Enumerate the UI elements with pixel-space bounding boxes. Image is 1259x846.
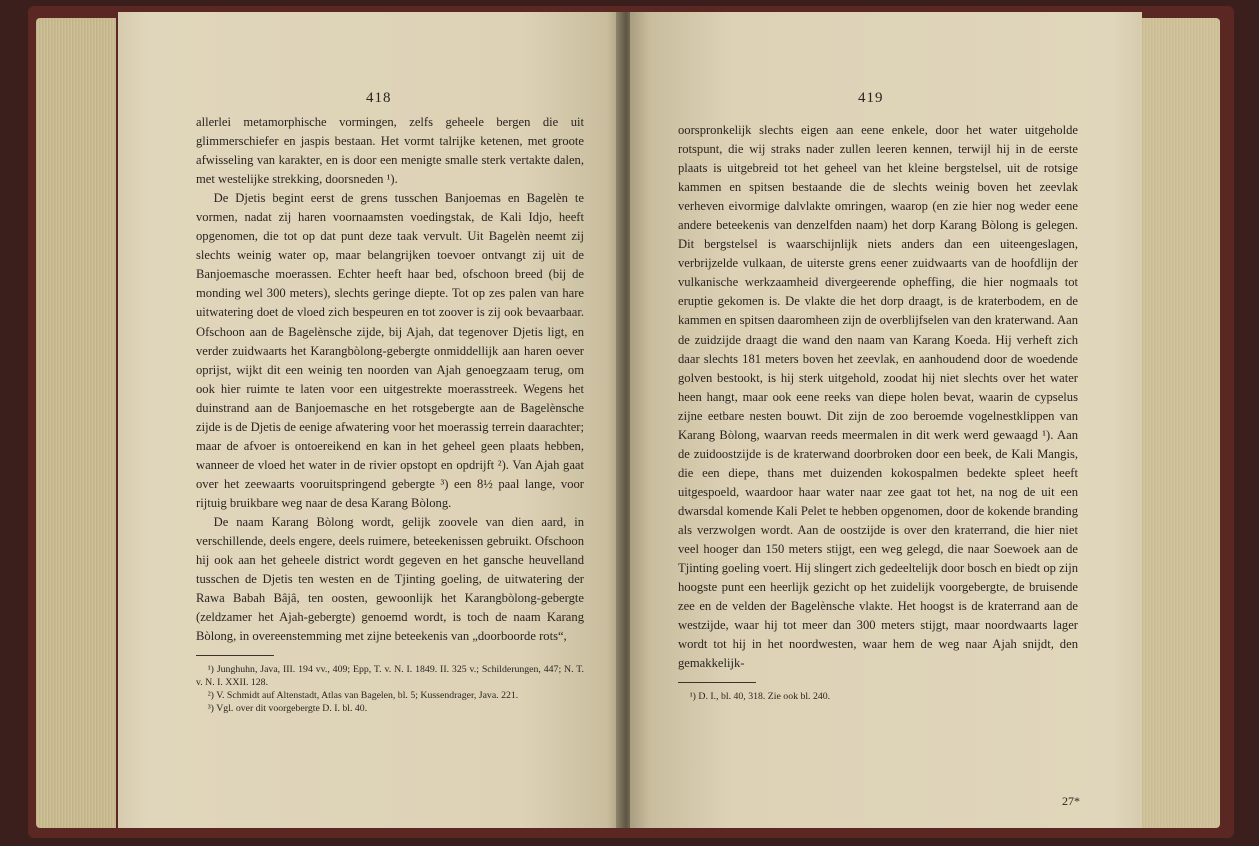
page-number-right: 419	[858, 90, 884, 106]
signature-mark: 27*	[1062, 794, 1080, 808]
right-page-edges	[1142, 18, 1220, 828]
footnote: ³) Vgl. over dit voorgebergte D. I. bl. 40.	[207, 703, 368, 715]
footnotes-right	[678, 690, 1078, 703]
right-page	[630, 12, 1142, 828]
footnote: ¹) D. I., bl. 40, 318. Zie ook bl. 240.	[689, 691, 831, 703]
left-page-edges	[36, 18, 116, 828]
right-page-text	[678, 121, 1078, 703]
footnote-rule	[678, 682, 756, 683]
paragraph: De Djetis begint eerst de grens tusschen Banjoemas en Bagelèn te vormen, nadat zij haren voornaamsten voedingstak, de Kali Idjo, heeft opgenomen, die tot op dat punt deze taak vervult. Uit Bagelèn neemt zij slechts weinig water op, maar belangrijken toevoer ontvangt zij uit de Banjoemasche moerassen. Echter heeft haar bed, ofschoon breed (bij de monding wel 300 meters), slechts geringe diepte. Tot op zes palen van hare uitwatering doet de vloed zich bespeuren en tot zoover is zij ook bevaarbaar. Ofschoon aan de Bagelènsche zijde, bij Ajah, dat tegenover Djetis ligt, en verder zuidwaarts het Karangbòlong-gebergte onmiddellijk aan haren oever oprijst, wijkt dit een weinig ten noorden van Ajah genoegzaam terug, om ook hier ruimte te laten voor een uitgestrekte moerasstreek. Wegens het duinstrand aan de Banjoemasche en het rotsgebergte aan de Bagelènsche zijde is de Djetis de eenige afwatering voor het moerassig terrein daarachter; maar de afvoer is ontoereikend en kan in het geheel geen plaats hebben, wanneer de vloed het water in de rivier opstopt en opdrijft ²). Van Ajah gaat over het zeewaarts vooruitspringend gebergte ³) een 8½ paal lange, voor rijtuig bruikbare weg naar de desa Karang Bòlong.	[196, 191, 584, 510]
paragraph: oorspronkelijk slechts eigen aan eene enkele, door het water uitgeholde rotspunt, die wij straks nader zullen leeren kennen, terwijl hij in de eerste plaats is uitgebreid tot het geheel van het kleine bergstelsel, uit de rotsige kammen en spitsen bestaande die de slechts weinig boven het zeevlak verheven eivormige dalvlakte omringen, waarop (en zie hier nog weder eene andere beteekenis van denzelfden naam) het dorp Karang Bòlong is gelegen. Dit bergstelsel is waarschijnlijk niets anders dan een uiteengeslagen, verbrijzelde vulkaan, de uiterste grens eener zuidwaarts van de hoofdlijn der vulkanische werkzaamheid divergeerende opheffing, die hier nogmaals tot eruptie gekomen is. De vlakte die het dorp draagt, is de kraterbodem, en de kammen en spitsen daaromheen zijn de overblijfselen van den kraterwand. Aan de zuidzijde draagt die wand den naam van Karang Koeda. Hij verheft zich daar slechts 181 meters boven het zeevlak, en aanhoudend door de woedende golven bestookt, is hij sterk uitgehold, zoodat hij niet slechts over het water heen hangt, maar ook eene reeks van diepe holen bevat, waarin de cypselus zijne eetbare nesten bouwt. Dit zijn de zoo beroemde vogelnestklippen van Karang Bòlong, waarvan reeds meermalen in dit werk werd gewaagd ¹). Aan de zuidoostzijde is de kraterwand doorbroken door een beek, de Kali Mangis, die een diepe, thans met duizenden kokospalmen bedekte spleet heeft uitgespoeld, waardoor haar water naar zee gaat tot het, na nog de uit een dwarsdal komende Kali Pelet te hebben opgenomen, door de kokende branding als verzwolgen wordt. Aan de oostzijde is over den kraterrand, die hier niet veel hooger dan 150 meters stijgt, een weg gelegd, die naar Soewoek aan de Tjinting goeling voert. Hij slingert zich gedeeltelijk door bosch en biedt op zijn hoogste punt een heerlijk gezicht op het zuidelijk voorgebergte, de bruisende zee en de velden der Bagelènsche vlakte. Het hoogst is de kraterrand aan de westzijde, waar hij tot meer dan 300 meters stijgt, maar noordwaarts lager wordt tot hij in het noordwesten, waar hem de weg naar Ajah snijdt, den gemakkelijk-	[678, 123, 1078, 671]
footnotes-left	[196, 663, 584, 715]
paragraph: allerlei metamorphische vormingen, zelfs geheele bergen die uit glimmerschiefer en jaspis bestaan. Het vormt talrijke ketenen, met groote afwisseling van karakter, en is door een menigte smalle sterk vertakte dalen, met westelijke strekking, doorsneden ¹).	[196, 115, 584, 187]
left-page	[118, 12, 622, 828]
footnote: ²) V. Schmidt auf Altenstadt, Atlas van Bagelen, bl. 5; Kussendrager, Java. 221.	[207, 690, 519, 702]
page-number-left: 418	[366, 90, 392, 106]
footnote: ¹) Junghuhn, Java, III. 194 vv., 409; Epp, T. v. N. I. 1849. II. 325 v.; Schilderungen, 447; N. T. v. N. I. XXII. 128.	[196, 664, 584, 689]
footnote-rule	[196, 655, 274, 656]
paragraph: De naam Karang Bòlong wordt, gelijk zoovele van dien aard, in verschillende, deels engere, deels ruimere, beteekenissen gebruikt. Ofschoon hij ook aan het geheele district wordt gegeven en het gansche heuvelland tusschen de Djetis ten westen en de Tjinting goeling, de uitwatering der Rawa Babah Bâjâ, ten oosten, gewoonlijk het Karangbòlong-gebergte (zeldzamer het Ajah-gebergte) genoemd wordt, is toch de naam Karang Bòlong, in overeenstemming met zijne beteekenis van „doorboorde rots“,	[196, 514, 584, 644]
left-page-text	[196, 113, 584, 715]
